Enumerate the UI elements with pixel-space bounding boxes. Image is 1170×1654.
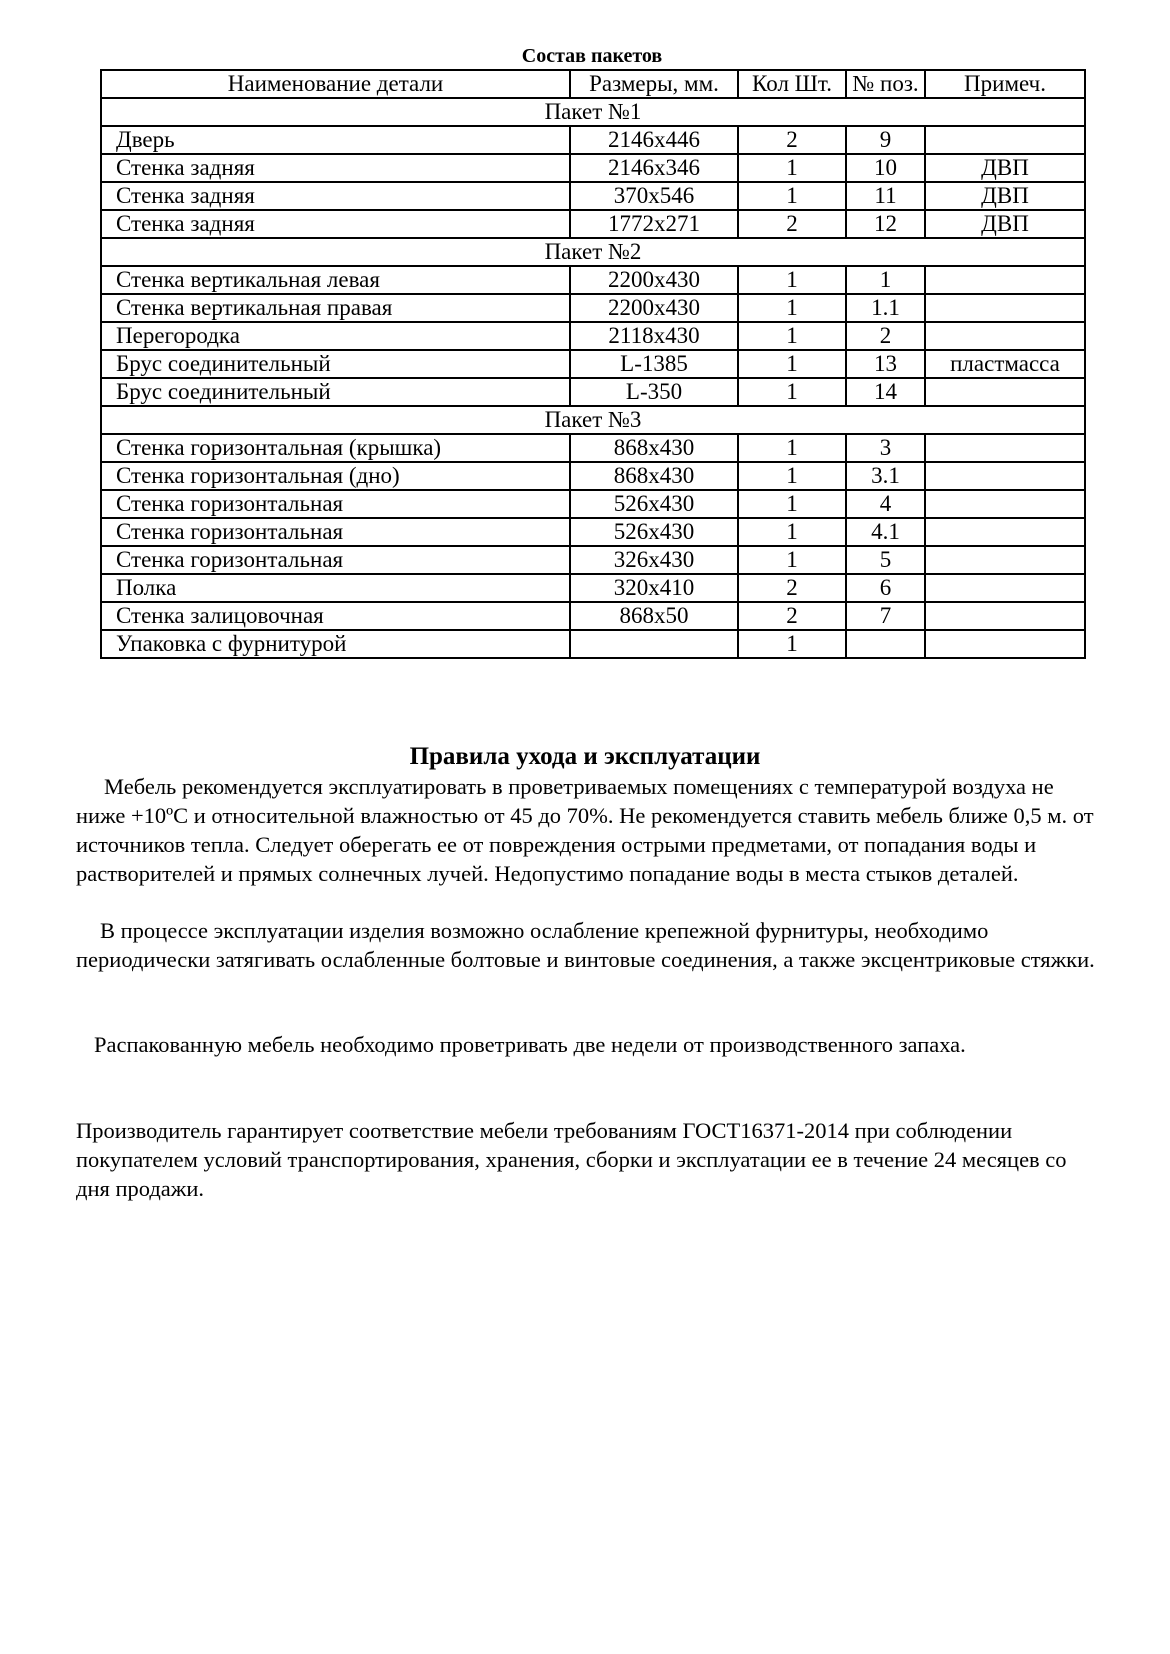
package-title: Пакет №3 [101, 406, 1085, 434]
package-title: Пакет №1 [101, 98, 1085, 126]
cell-size: 326х430 [570, 546, 738, 574]
package-title: Пакет №2 [101, 238, 1085, 266]
warranty-paragraph: Производитель гарантирует соответствие мебели требованиям ГОСТ16371-2014 при соблюдении покупателем условий транспортирования, хранения, сборки и эксплуатации ее в течение 24 месяцев со дня продажи. [76, 1118, 1067, 1201]
cell-pos: 6 [846, 574, 925, 602]
cell-name: Стенка горизонтальная [101, 546, 570, 574]
cell-name: Стенка залицовочная [101, 602, 570, 630]
cell-qty: 2 [738, 210, 846, 238]
cell-size: 868х430 [570, 462, 738, 490]
table-title: Состав пакетов [521, 45, 663, 67]
table-row [101, 462, 1085, 490]
cell-qty: 2 [738, 602, 846, 630]
cell-qty: 1 [738, 462, 846, 490]
cell-note [925, 378, 1085, 406]
cell-pos: 13 [846, 350, 925, 378]
cell-qty: 1 [738, 350, 846, 378]
cell-qty: 1 [738, 294, 846, 322]
cell-qty: 1 [738, 630, 846, 658]
cell-qty: 1 [738, 490, 846, 518]
cell-pos: 4 [846, 490, 925, 518]
cell-name: Брус соединительный [101, 378, 570, 406]
table-header-row [101, 70, 1085, 98]
cell-note [925, 266, 1085, 294]
cell-note: ДВП [925, 182, 1085, 210]
cell-note: пластмасса [925, 350, 1085, 378]
header-size: Размеры, мм. [570, 70, 738, 98]
table-row [101, 490, 1085, 518]
cell-name: Стенка горизонтальная [101, 490, 570, 518]
cell-qty: 1 [738, 322, 846, 350]
cell-size: 526х430 [570, 518, 738, 546]
table-row [101, 434, 1085, 462]
cell-qty: 1 [738, 182, 846, 210]
cell-qty: 1 [738, 154, 846, 182]
cell-size: 2118х430 [570, 322, 738, 350]
cell-qty: 1 [738, 546, 846, 574]
care-paragraph-1: Мебель рекомендуется эксплуатировать в проветриваемых помещениях с температурой воздуха не ниже +10ºС и относительной влажностью от 45 до 70%. Не рекомендуется ставить мебель ближе 0,5 м. от источников тепла. Следует оберегать ее от повреждения острыми предметами, от попадания воды и растворителей и прямых солнечных лучей. Недопустимо попадание воды в места стыков деталей. [76, 774, 1094, 886]
table-row [101, 350, 1085, 378]
cell-qty: 1 [738, 518, 846, 546]
cell-note [925, 490, 1085, 518]
cell-size: L-1385 [570, 350, 738, 378]
cell-pos: 3 [846, 434, 925, 462]
table-row [101, 266, 1085, 294]
cell-pos: 2 [846, 322, 925, 350]
table-row [101, 546, 1085, 574]
cell-size: 526х430 [570, 490, 738, 518]
care-title: Правила ухода и эксплуатации [409, 743, 761, 770]
cell-name: Стенка вертикальная левая [101, 266, 570, 294]
table-row [101, 322, 1085, 350]
package-header-row [101, 98, 1085, 126]
cell-name: Стенка вертикальная правая [101, 294, 570, 322]
cell-note [925, 518, 1085, 546]
cell-pos: 7 [846, 602, 925, 630]
table-row [101, 630, 1085, 658]
cell-pos [846, 630, 925, 658]
cell-pos: 5 [846, 546, 925, 574]
parts-table-body [101, 98, 1085, 658]
package-header-row [101, 238, 1085, 266]
table-row [101, 602, 1085, 630]
cell-size [570, 630, 738, 658]
cell-pos: 10 [846, 154, 925, 182]
cell-pos: 1.1 [846, 294, 925, 322]
cell-note [925, 434, 1085, 462]
cell-note [925, 574, 1085, 602]
table-row [101, 126, 1085, 154]
header-qty: Кол Шт. [738, 70, 846, 98]
table-row [101, 182, 1085, 210]
care-paragraph-2: В процессе эксплуатации изделия возможно ослабление крепежной фурнитуры, необходимо периодически затягивать ослабленные болтовые и винтовые соединения, а также эксцентриковые стяжки. [76, 918, 1095, 972]
cell-name: Стенка горизонтальная (дно) [101, 462, 570, 490]
cell-size: L-350 [570, 378, 738, 406]
cell-pos: 1 [846, 266, 925, 294]
table-row [101, 294, 1085, 322]
header-note: Примеч. [925, 70, 1085, 98]
cell-note: ДВП [925, 210, 1085, 238]
cell-note: ДВП [925, 154, 1085, 182]
cell-pos: 3.1 [846, 462, 925, 490]
cell-name: Стенка горизонтальная [101, 518, 570, 546]
cell-name: Стенка задняя [101, 182, 570, 210]
cell-size: 2146х346 [570, 154, 738, 182]
cell-qty: 2 [738, 126, 846, 154]
cell-note [925, 126, 1085, 154]
cell-size: 2200х430 [570, 266, 738, 294]
cell-pos: 9 [846, 126, 925, 154]
cell-name: Полка [101, 574, 570, 602]
care-paragraph-3: Распакованную мебель необходимо проветривать две недели от производственного запаха. [94, 1032, 966, 1057]
cell-size: 320х410 [570, 574, 738, 602]
cell-size: 2146х446 [570, 126, 738, 154]
cell-size: 370х546 [570, 182, 738, 210]
cell-qty: 1 [738, 434, 846, 462]
cell-pos: 14 [846, 378, 925, 406]
header-name: Наименование детали [101, 70, 570, 98]
cell-note [925, 462, 1085, 490]
cell-size: 2200х430 [570, 294, 738, 322]
cell-size: 868х50 [570, 602, 738, 630]
cell-qty: 1 [738, 378, 846, 406]
cell-note [925, 546, 1085, 574]
cell-pos: 4.1 [846, 518, 925, 546]
table-row [101, 154, 1085, 182]
cell-size: 868х430 [570, 434, 738, 462]
header-pos: № поз. [846, 70, 925, 98]
table-row [101, 518, 1085, 546]
table-row [101, 210, 1085, 238]
cell-note [925, 602, 1085, 630]
cell-qty: 2 [738, 574, 846, 602]
table-row [101, 574, 1085, 602]
package-header-row [101, 406, 1085, 434]
cell-name: Дверь [101, 126, 570, 154]
cell-note [925, 322, 1085, 350]
cell-pos: 11 [846, 182, 925, 210]
cell-name: Перегородка [101, 322, 570, 350]
cell-qty: 1 [738, 266, 846, 294]
table-row [101, 378, 1085, 406]
cell-name: Стенка горизонтальная (крышка) [101, 434, 570, 462]
cell-pos: 12 [846, 210, 925, 238]
cell-name: Стенка задняя [101, 154, 570, 182]
cell-note [925, 294, 1085, 322]
cell-name: Брус соединительный [101, 350, 570, 378]
cell-note [925, 630, 1085, 658]
parts-table [100, 69, 1086, 659]
cell-name: Стенка задняя [101, 210, 570, 238]
cell-name: Упаковка с фурнитурой [101, 630, 570, 658]
cell-size: 1772х271 [570, 210, 738, 238]
